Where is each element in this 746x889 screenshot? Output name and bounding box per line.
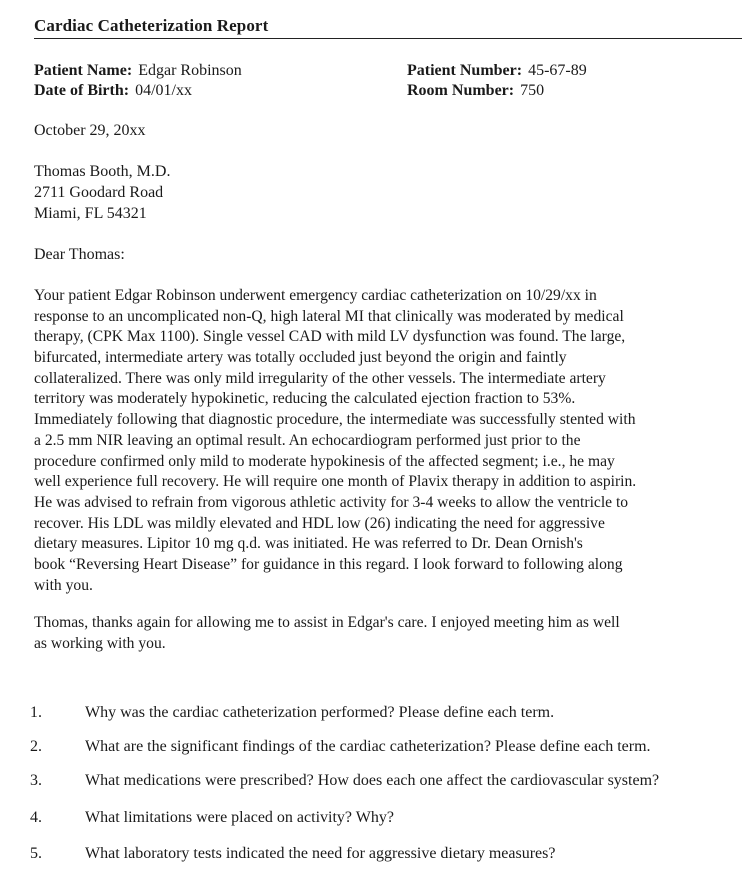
dob-field: [34, 82, 192, 100]
patient-name-label: Patient Name:: [34, 62, 133, 79]
question-number: 1.: [30, 704, 42, 721]
question-text: What are the significant findings of the cardiac catheterization? Please define each term.: [85, 738, 651, 755]
closing-paragraph: [34, 613, 742, 654]
salutation: Dear Thomas:: [34, 246, 125, 263]
body-line: recover. His LDL was mildly elevated and HDL low (26) indicating the need for aggressive: [34, 514, 605, 532]
patient-number-value: 45-67-89: [528, 62, 587, 79]
question-text: What laboratory tests indicated the need for aggressive dietary measures?: [85, 845, 556, 862]
recipient-street: 2711 Goodard Road: [34, 184, 164, 201]
patient-name-field: [34, 62, 242, 80]
title-divider: [34, 38, 742, 39]
dob-value: 04/01/xx: [135, 82, 192, 99]
question-text: What medications were prescribed? How does each one affect the cardiovascular system?: [85, 772, 660, 789]
room-number-field: [407, 82, 544, 100]
question-text: What limitations were placed on activity? Why?: [85, 809, 394, 826]
body-line: bifurcated, intermediate artery was totally occluded just beyond the origin and faintly: [34, 349, 567, 367]
closing-line: as working with you.: [34, 634, 166, 652]
closing-line: Thomas, thanks again for allowing me to assist in Edgar's care. I enjoyed meeting him as well: [34, 614, 620, 631]
question-text: Why was the cardiac catheterization performed? Please define each term.: [85, 704, 555, 721]
body-line: Immediately following that diagnostic procedure, the intermediate was successfully stented with: [34, 411, 636, 429]
body-line: response to an uncomplicated non-Q, high lateral MI that clinically was moderated by medical: [34, 307, 624, 325]
body-line: Your patient Edgar Robinson underwent emergency cardiac catheterization on 10/29/xx in: [34, 287, 597, 304]
dob-label: Date of Birth:: [34, 82, 130, 99]
body-line: book “Reversing Heart Disease” for guidance in this regard. I look forward to following along: [34, 555, 623, 573]
question-number: 2.: [30, 738, 42, 755]
body-line: therapy, (CPK Max 1100). Single vessel CAD with mild LV dysfunction was found. The large,: [34, 328, 626, 346]
body-line: dietary measures. Lipitor 10 mg q.d. was initiated. He was referred to Dr. Dean Ornish's: [34, 535, 583, 553]
room-number-value: 750: [520, 82, 545, 99]
body-line: territory was moderately hypokinetic, reducing the calculated ejection fraction to 53%.: [34, 390, 576, 408]
letter-date: October 29, 20xx: [34, 122, 146, 139]
body-line: He was advised to refrain from vigorous athletic activity for 3-4 weeks to allow the ventricle to: [34, 493, 629, 511]
body-line: a 2.5 mm NIR leaving an optimal result. An echocardiogram performed just prior to the: [34, 431, 581, 449]
recipient-city: Miami, FL 54321: [34, 205, 147, 222]
question-number: 5.: [30, 845, 42, 862]
body-line: collateralized. There was only mild irregularity of the other vessels. The intermediate artery: [34, 369, 606, 387]
letter-body: [34, 286, 742, 596]
body-line: with you.: [34, 576, 93, 594]
body-line: procedure confirmed only mild to moderate hypokinesis of the affected segment; i.e., he may: [34, 452, 615, 470]
question-number: 4.: [30, 809, 42, 826]
body-line: well experience full recovery. He will require one month of Plavix therapy in addition to aspirin.: [34, 473, 637, 491]
patient-name-value: Edgar Robinson: [138, 62, 242, 79]
report-title: Cardiac Catheterization Report: [34, 16, 269, 35]
patient-number-label: Patient Number:: [407, 62, 523, 79]
patient-number-field: [407, 62, 587, 80]
recipient-name: Thomas Booth, M.D.: [34, 163, 171, 180]
room-number-label: Room Number:: [407, 82, 515, 99]
question-number: 3.: [30, 772, 42, 789]
